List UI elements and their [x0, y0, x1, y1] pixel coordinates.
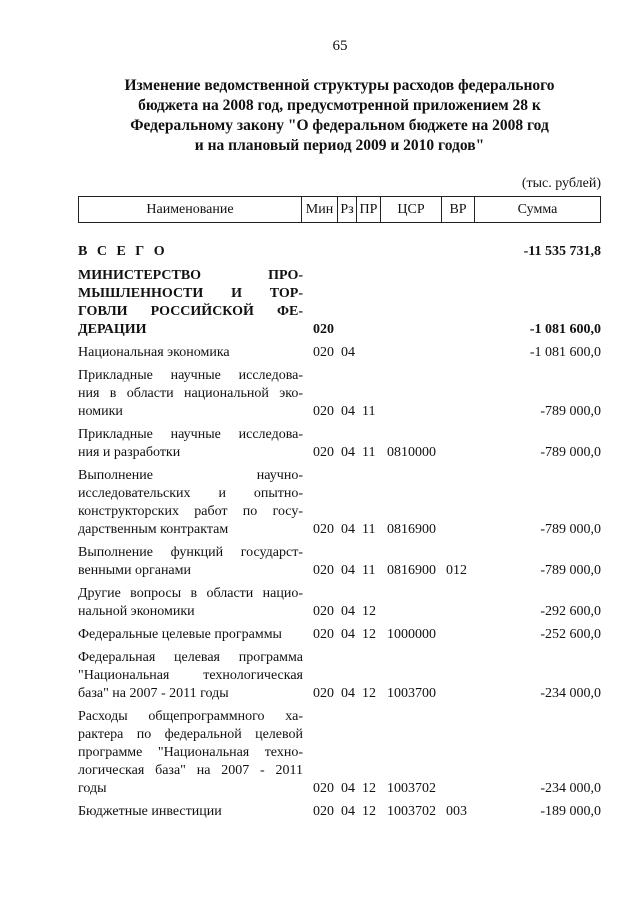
row-sum: -789 000,0 [540, 404, 601, 419]
units-label: (тыс. рублей) [521, 176, 601, 191]
row-codes [313, 321, 601, 339]
rz-code: 04 [341, 686, 355, 701]
min-code: 020 [313, 781, 334, 796]
csr-code: 0816900 [387, 563, 436, 578]
csr-code: 1003700 [387, 686, 436, 701]
row-codes [313, 780, 601, 798]
row-codes [313, 243, 601, 261]
csr-code: 0816900 [387, 522, 436, 537]
header-pr: ПР [357, 197, 381, 222]
pr-code: 12 [362, 604, 376, 619]
min-code: 020 [313, 404, 334, 419]
row-codes [313, 603, 601, 621]
row-sum: -292 600,0 [540, 604, 601, 619]
table-header [78, 196, 601, 223]
rz-code: 04 [341, 781, 355, 796]
table-row [78, 544, 601, 580]
row-name: Другие вопросы в области нацио- нальной экономики [78, 586, 303, 619]
pr-code: 11 [362, 563, 376, 578]
min-code: 020 [313, 322, 334, 337]
rz-code: 04 [341, 345, 355, 360]
row-codes [313, 562, 601, 580]
csr-code: 1003702 [387, 781, 436, 796]
table-row [78, 344, 601, 362]
pr-code: 12 [362, 627, 376, 642]
pr-code: 12 [362, 804, 376, 819]
row-codes [313, 444, 601, 462]
vr-code: 012 [446, 563, 467, 578]
table-row [78, 649, 601, 703]
rz-code: 04 [341, 445, 355, 460]
row-sum: -789 000,0 [540, 563, 601, 578]
table-row [78, 585, 601, 621]
row-name: Федеральные целевые программы [78, 627, 282, 642]
min-code: 020 [313, 686, 334, 701]
row-codes [313, 685, 601, 703]
title-line: бюджета на 2008 год, предусмотренной приложением 28 к [138, 97, 541, 114]
row-codes [313, 521, 601, 539]
row-sum: -11 535 731,8 [523, 244, 601, 259]
table-row [78, 803, 601, 821]
csr-code: 0810000 [387, 445, 436, 460]
row-codes [313, 403, 601, 421]
min-code: 020 [313, 522, 334, 537]
title-line: Федеральному закону "О федеральном бюджете на 2008 год [130, 117, 549, 134]
pr-code: 11 [362, 445, 376, 460]
header-min: Мин [302, 197, 338, 222]
table-row [78, 267, 601, 339]
table-row [78, 243, 601, 261]
row-name: Расходы общепрограммного ха- рактера по федеральной целевой программе "Национальная техно- логическая база" на 2007 - 2011 годы [78, 709, 303, 796]
row-codes [313, 626, 601, 644]
min-code: 020 [313, 445, 334, 460]
min-code: 020 [313, 563, 334, 578]
csr-code: 1003702 [387, 804, 436, 819]
row-codes [313, 344, 601, 362]
csr-code: 1000000 [387, 627, 436, 642]
min-code: 020 [313, 627, 334, 642]
header-sum: Сумма [517, 201, 558, 217]
row-name: Прикладные научные исследова- ния и разработки [78, 427, 303, 460]
table-row [78, 626, 601, 644]
row-name: МИНИСТЕРСТВО ПРО- МЫШЛЕННОСТИ И ТОР- ГОВЛИ РОССИЙСКОЙ ФЕ- ДЕРАЦИИ [78, 268, 303, 337]
row-sum: -1 081 600,0 [529, 345, 601, 360]
header-vr: ВР [442, 197, 475, 222]
min-code: 020 [313, 345, 334, 360]
header-name: Наименование [79, 197, 302, 222]
row-name: Федеральная целевая программа "Национальная технологическая база" на 2007 - 2011 годы [78, 650, 303, 701]
title-line: и на плановый период 2009 и 2010 годов" [194, 137, 485, 154]
row-sum: -1 081 600,0 [529, 322, 601, 337]
table-row [78, 367, 601, 421]
pr-code: 12 [362, 686, 376, 701]
row-sum: -789 000,0 [540, 522, 601, 537]
row-name: Прикладные научные исследова- ния в области национальной эко- номики [78, 368, 303, 419]
table-row [78, 467, 601, 539]
row-codes [313, 803, 601, 821]
row-sum: -252 600,0 [540, 627, 601, 642]
rz-code: 04 [341, 404, 355, 419]
row-name: В С Е Г О [78, 244, 168, 259]
rz-code: 04 [341, 563, 355, 578]
row-sum: -789 000,0 [540, 445, 601, 460]
row-sum: -234 000,0 [540, 686, 601, 701]
row-name: Бюджетные инвестиции [78, 804, 222, 819]
page-number: 65 [332, 38, 348, 54]
document-title [78, 76, 601, 156]
rz-code: 04 [341, 522, 355, 537]
vr-code: 003 [446, 804, 467, 819]
pr-code: 12 [362, 781, 376, 796]
row-sum: -189 000,0 [540, 804, 601, 819]
header-rz: Рз [338, 197, 357, 222]
header-csr: ЦСР [381, 197, 442, 222]
table-row [78, 426, 601, 462]
row-name: Выполнение функций государст- венными органами [78, 545, 303, 578]
pr-code: 11 [362, 522, 376, 537]
row-name: Выполнение научно- исследовательских и опытно- конструкторских работ по госу- дарственным контрактам [78, 468, 303, 537]
min-code: 020 [313, 804, 334, 819]
min-code: 020 [313, 604, 334, 619]
row-sum: -234 000,0 [540, 781, 601, 796]
rz-code: 04 [341, 627, 355, 642]
table-row [78, 708, 601, 798]
table-body [78, 243, 601, 826]
title-line: Изменение ведомственной структуры расходов федерального [124, 77, 555, 94]
pr-code: 11 [362, 404, 376, 419]
rz-code: 04 [341, 804, 355, 819]
rz-code: 04 [341, 604, 355, 619]
row-name: Национальная экономика [78, 345, 230, 360]
